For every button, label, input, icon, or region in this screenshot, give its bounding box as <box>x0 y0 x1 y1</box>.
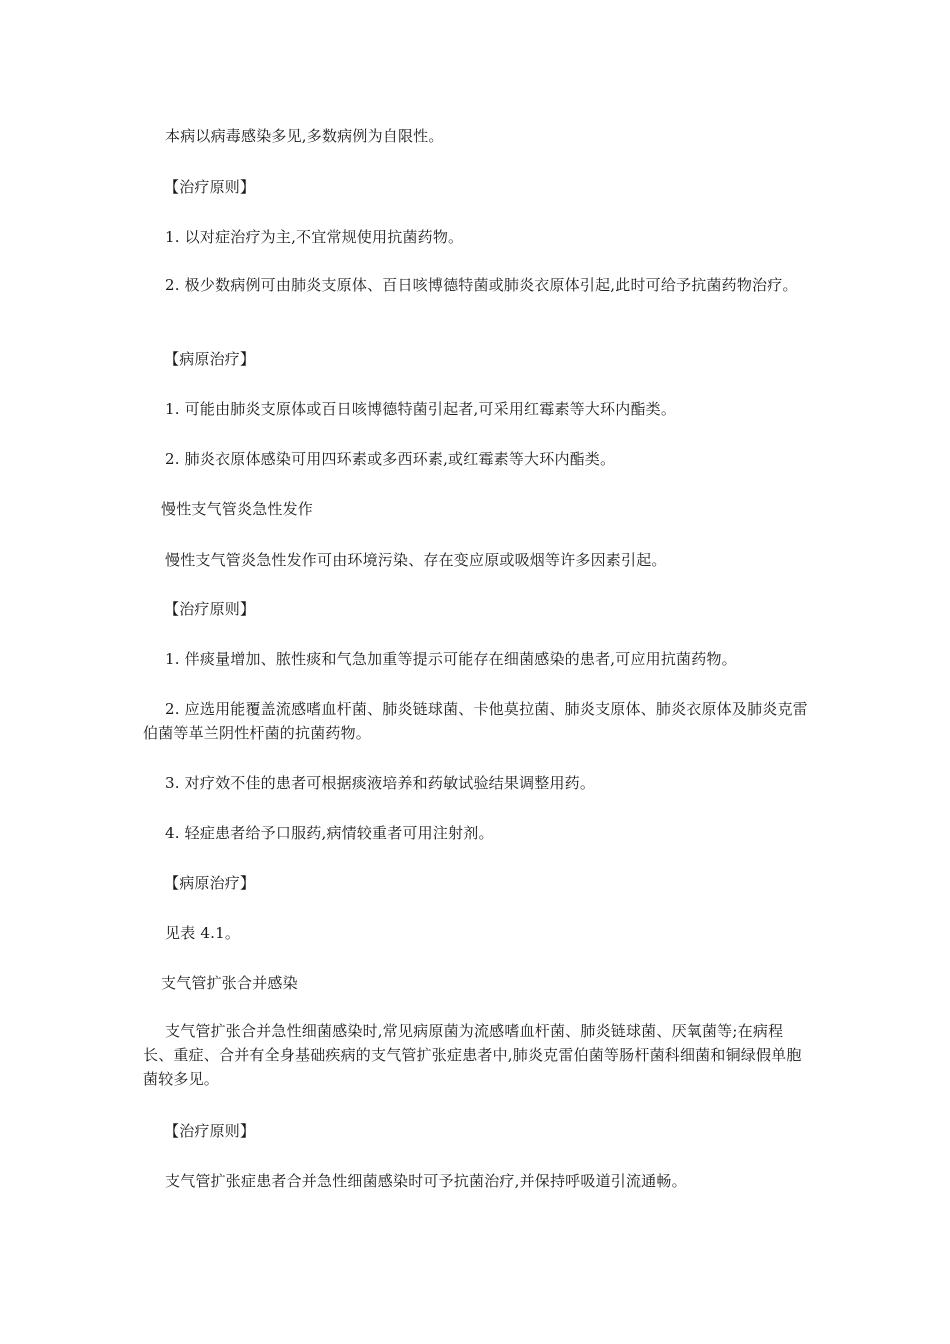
section-heading-pathogen-treatment: 【病原治疗】 <box>164 350 256 368</box>
section-heading-pathogen-treatment: 【病原治疗】 <box>164 874 256 892</box>
paragraph-table-reference: 见表 4.1。 <box>165 924 241 942</box>
section-title-bronchiectasis: 支气管扩张合并感染 <box>161 974 298 992</box>
section-heading-treatment-principle: 【治疗原则】 <box>164 178 256 196</box>
list-item: 2. 极少数病例可由肺炎支原体、百日咳博德特菌或肺炎衣原体引起,此时可给予抗菌药物治疗。 <box>165 276 798 294</box>
list-item: 3. 对疗效不佳的患者可根据痰液培养和药敏试验结果调整用药。 <box>165 774 596 792</box>
section-title-chronic-bronchitis: 慢性支气管炎急性发作 <box>161 500 314 518</box>
paragraph-bronchiectasis: 支气管扩张合并急性细菌感染时,常见病原菌为流感嗜血杆菌、肺炎链球菌、厌氧菌等;在病程长、重症、合并有全身基础疾病的支气管扩张症患者中,肺炎克雷伯菌等肠杆菌科细菌和铜绿假单胞菌较多见。 <box>143 1022 802 1088</box>
section-heading-treatment-principle: 【治疗原则】 <box>164 600 256 618</box>
list-item: 4. 轻症患者给予口服药,病情较重者可用注射剂。 <box>165 824 494 842</box>
list-item: 2. 应选用能覆盖流感嗜血杆菌、肺炎链球菌、卡他莫拉菌、肺炎支原体、肺炎衣原体及肺炎克雷伯菌等革兰阴性杆菌的抗菌药物。 <box>143 700 808 742</box>
list-item: 1. 以对症治疗为主,不宜常规使用抗菌药物。 <box>165 228 464 246</box>
list-item: 2. 肺炎衣原体感染可用四环素或多西环素,或红霉素等大环内酯类。 <box>165 450 616 468</box>
paragraph-chronic-bronchitis: 慢性支气管炎急性发作可由环境污染、存在变应原或吸烟等许多因素引起。 <box>165 551 667 569</box>
list-item: 1. 可能由肺炎支原体或百日咳博德特菌引起者,可采用红霉素等大环内酯类。 <box>165 400 677 418</box>
paragraph-bronchiectasis-treatment: 支气管扩张症患者合并急性细菌感染时可予抗菌治疗,并保持呼吸道引流通畅。 <box>165 1172 687 1190</box>
section-heading-treatment-principle: 【治疗原则】 <box>164 1122 256 1140</box>
list-item: 1. 伴痰量增加、脓性痰和气急加重等提示可能存在细菌感染的患者,可应用抗菌药物。 <box>165 650 737 668</box>
paragraph-intro: 本病以病毒感染多见,多数病例为自限性。 <box>165 127 444 145</box>
